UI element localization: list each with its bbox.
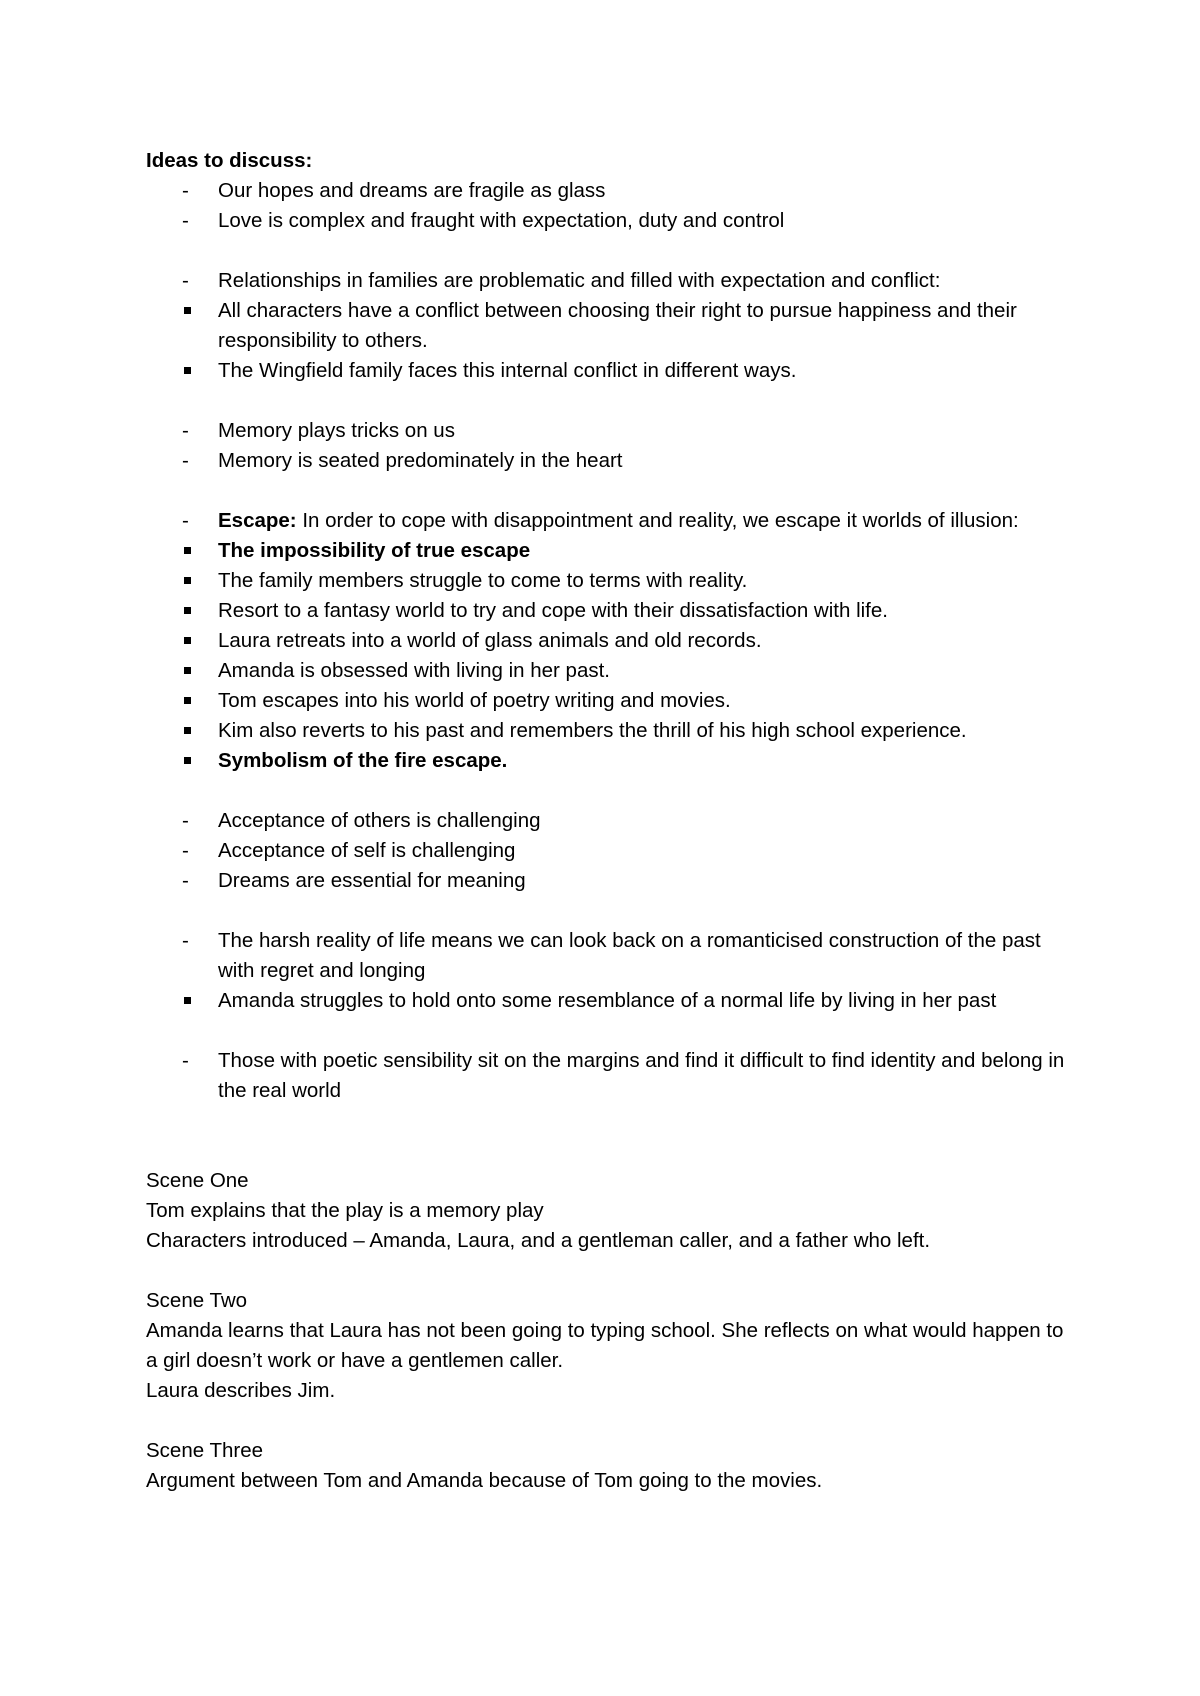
dash-item: [146, 446, 1066, 476]
item-text: Acceptance of self is challenging: [218, 839, 516, 862]
item-text: Acceptance of others is challenging: [218, 809, 541, 832]
dash-marker: -: [182, 179, 189, 202]
item-text: Symbolism of the fire escape.: [218, 749, 508, 772]
item-text: Our hopes and dreams are fragile as glass: [218, 179, 606, 202]
bullet-item: [146, 626, 1066, 656]
dash-marker: -: [182, 449, 189, 472]
item-text: Resort to a fantasy world to try and cope with their dissatisfaction with life.: [218, 599, 888, 622]
bullet-item: [146, 716, 1066, 746]
document-content: [146, 146, 1066, 1496]
dash-item: [146, 266, 1066, 296]
item-text: In order to cope with disappointment and reality, we escape it worlds of illusion:: [296, 509, 1019, 532]
dash-item: [146, 206, 1066, 236]
dash-marker: -: [182, 839, 189, 862]
item-text: Love is complex and fraught with expectation, duty and control: [218, 209, 785, 232]
item-text: The harsh reality of life means we can look back on a romanticised construction of the past with regret and longing: [218, 929, 1041, 982]
scene-line: Tom explains that the play is a memory play: [146, 1199, 544, 1222]
item-text: Amanda struggles to hold onto some resemblance of a normal life by living in her past: [218, 989, 997, 1012]
scene-title: Scene Two: [146, 1289, 248, 1312]
item-text: Relationships in families are problematic and filled with expectation and conflict:: [218, 269, 941, 292]
dash-item: [146, 1046, 1066, 1106]
item-text: Tom escapes into his world of poetry writing and movies.: [218, 689, 731, 712]
bullet-item: [146, 686, 1066, 716]
bullet-item: [146, 536, 1066, 566]
scene-line: Amanda learns that Laura has not been going to typing school. She reflects on what would happen to a girl doesn’t work or have a gentlemen caller.: [146, 1319, 1064, 1372]
item-text: Memory plays tricks on us: [218, 419, 455, 442]
item-text: Amanda is obsessed with living in her past.: [218, 659, 610, 682]
escape-label: Escape:: [218, 509, 297, 532]
scene-section: [146, 1286, 1066, 1406]
dash-marker: -: [182, 209, 189, 232]
dash-marker: -: [182, 809, 189, 832]
bullet-item: [146, 746, 1066, 776]
ideas-heading: Ideas to discuss:: [146, 149, 313, 172]
dash-marker: -: [182, 929, 189, 952]
dash-item: [146, 836, 1066, 866]
scene-line: Argument between Tom and Amanda because of Tom going to the movies.: [146, 1469, 823, 1492]
scene-title: Scene Three: [146, 1439, 264, 1462]
item-text: Kim also reverts to his past and remembers the thrill of his high school experience.: [218, 719, 967, 742]
scene-line: Laura describes Jim.: [146, 1379, 336, 1402]
dash-marker: -: [182, 869, 189, 892]
bullet-item: [146, 986, 1066, 1016]
scene-section: [146, 1166, 1066, 1256]
dash-marker: -: [182, 509, 189, 532]
dash-marker: -: [182, 269, 189, 292]
item-text: Dreams are essential for meaning: [218, 869, 526, 892]
dash-item: [146, 506, 1066, 536]
item-text: Those with poetic sensibility sit on the margins and find it difficult to find identity and belong in the real world: [218, 1049, 1065, 1102]
bullet-item: [146, 656, 1066, 686]
item-text: Laura retreats into a world of glass animals and old records.: [218, 629, 762, 652]
item-text: The Wingfield family faces this internal conflict in different ways.: [218, 359, 797, 382]
bullet-item: [146, 296, 1066, 356]
dash-item: [146, 806, 1066, 836]
item-text: The family members struggle to come to terms with reality.: [218, 569, 748, 592]
dash-item: [146, 866, 1066, 896]
bullet-item: [146, 356, 1066, 386]
item-text: Memory is seated predominately in the heart: [218, 449, 623, 472]
item-text: All characters have a conflict between choosing their right to pursue happiness and their responsibility to others.: [218, 299, 1017, 352]
scene-title: Scene One: [146, 1169, 249, 1192]
dash-item: [146, 926, 1066, 986]
item-text: The impossibility of true escape: [218, 539, 531, 562]
dash-item: [146, 176, 1066, 206]
scene-section: [146, 1436, 1066, 1496]
dash-marker: -: [182, 1049, 189, 1072]
bullet-item: [146, 596, 1066, 626]
scene-line: Characters introduced – Amanda, Laura, and a gentleman caller, and a father who left.: [146, 1229, 931, 1252]
dash-marker: -: [182, 419, 189, 442]
dash-item: [146, 416, 1066, 446]
bullet-item: [146, 566, 1066, 596]
